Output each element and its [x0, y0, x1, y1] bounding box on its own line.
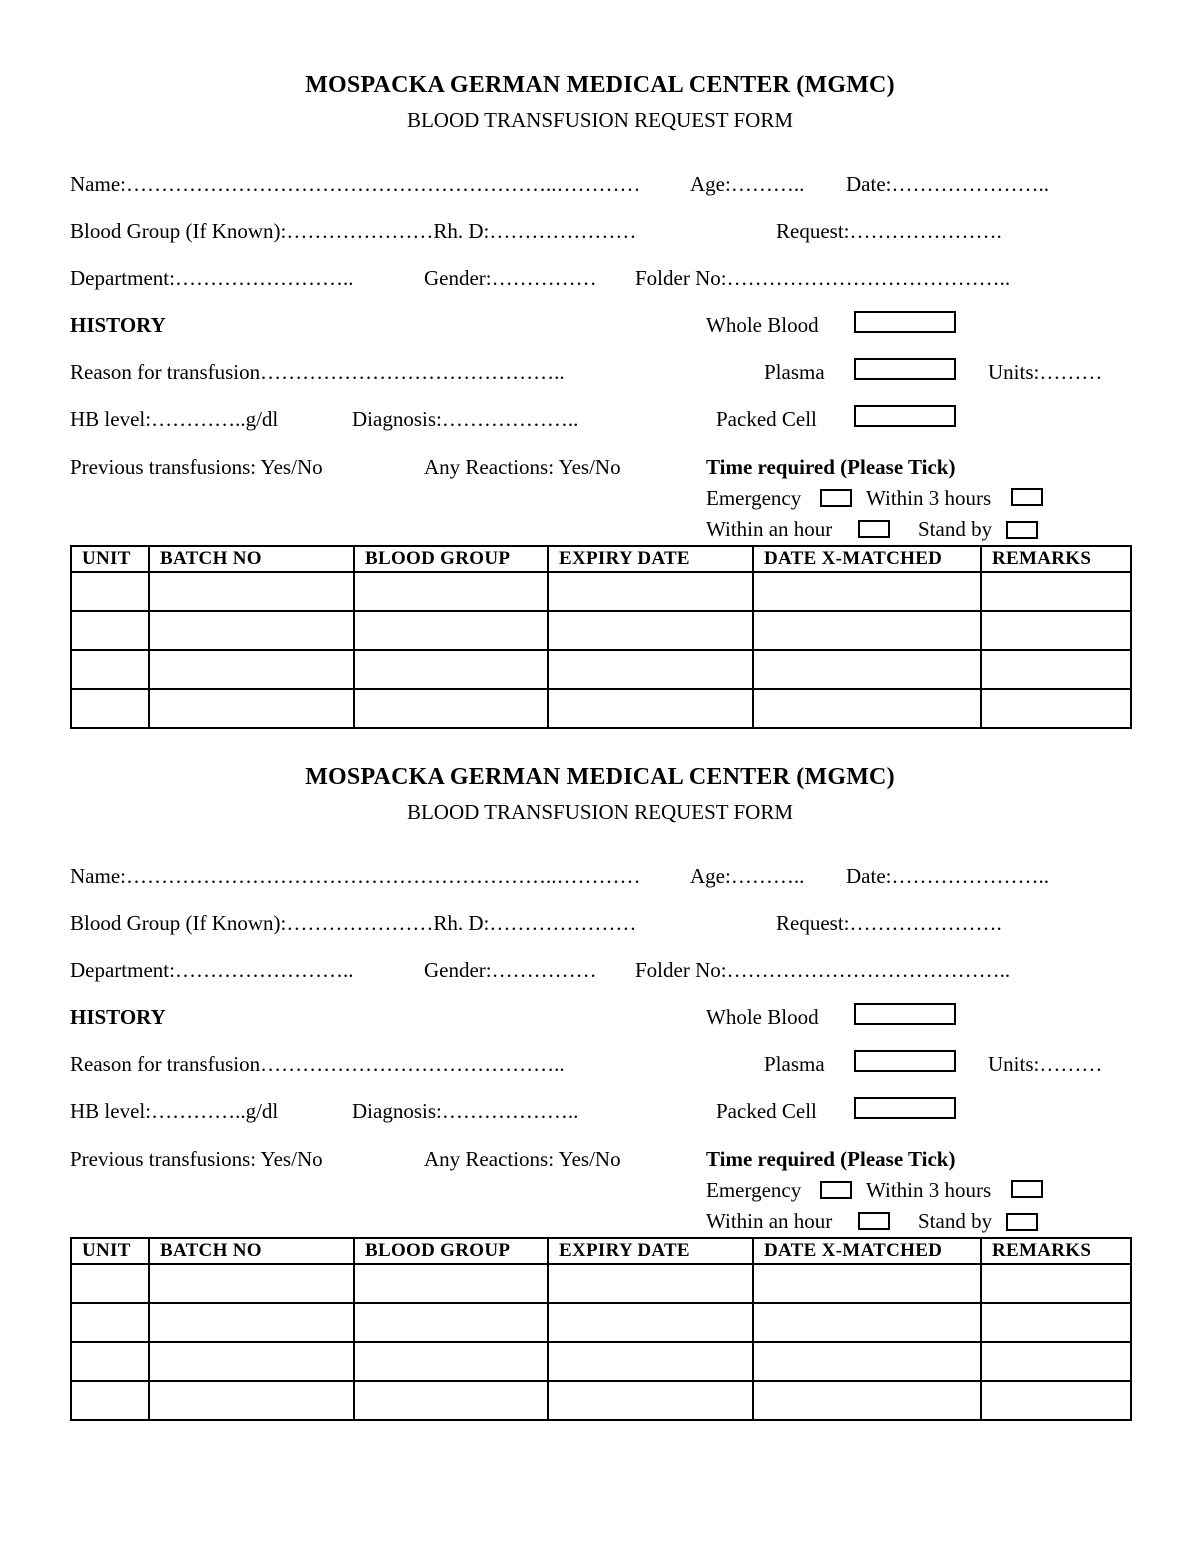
table-row [71, 650, 1131, 689]
table-cell[interactable] [753, 611, 981, 650]
blood-unit-table [70, 1237, 1132, 1421]
table-cell[interactable] [548, 1303, 753, 1342]
plasma-label: Plasma [764, 1052, 825, 1076]
stand-by-label: Stand by [918, 517, 993, 541]
form-subtitle: BLOOD TRANSFUSION REQUEST FORM [406, 108, 794, 132]
table-cell[interactable] [981, 1342, 1131, 1381]
col-unit: UNIT [71, 546, 149, 572]
table-cell[interactable] [354, 572, 548, 611]
gender-field[interactable]: Gender:…………… [424, 266, 597, 290]
table-cell[interactable] [548, 1342, 753, 1381]
col-unit: UNIT [71, 1238, 149, 1264]
col-batch-no: BATCH NO [149, 546, 354, 572]
table-cell[interactable] [354, 611, 548, 650]
request-form-bottom [0, 692, 1200, 1372]
within-3-hours-checkbox[interactable] [1011, 488, 1043, 506]
whole-blood-label: Whole Blood [706, 313, 819, 337]
within-an-hour-checkbox[interactable] [858, 1212, 890, 1230]
table-cell[interactable] [354, 650, 548, 689]
table-cell[interactable] [149, 1264, 354, 1303]
table-header-row [71, 1238, 1131, 1264]
stand-by-checkbox[interactable] [1006, 521, 1038, 539]
whole-blood-checkbox[interactable] [854, 311, 956, 333]
previous-transfusions-field[interactable]: Previous transfusions: Yes/No [70, 1147, 323, 1171]
table-cell[interactable] [354, 1381, 548, 1420]
age-field[interactable]: Age:……….. [690, 172, 805, 196]
folder-no-field[interactable]: Folder No:………………………………….. [635, 958, 1011, 982]
diagnosis-field[interactable]: Diagnosis:……………….. [352, 407, 579, 431]
table-cell[interactable] [71, 1303, 149, 1342]
stand-by-checkbox[interactable] [1006, 1213, 1038, 1231]
age-field[interactable]: Age:……….. [690, 864, 805, 888]
gender-field[interactable]: Gender:…………… [424, 958, 597, 982]
table-cell[interactable] [981, 611, 1131, 650]
table-cell[interactable] [71, 1381, 149, 1420]
table-cell[interactable] [548, 1381, 753, 1420]
table-header-row [71, 546, 1131, 572]
table-cell[interactable] [548, 611, 753, 650]
table-row [71, 1381, 1131, 1420]
history-heading: HISTORY [70, 313, 166, 337]
emergency-label: Emergency [706, 1178, 802, 1202]
table-row [71, 1342, 1131, 1381]
table-row [71, 1303, 1131, 1342]
table-cell[interactable] [149, 1303, 354, 1342]
table-cell[interactable] [981, 572, 1131, 611]
reason-field[interactable]: Reason for transfusion…………………………………….. [70, 1052, 565, 1076]
col-expiry-date: EXPIRY DATE [548, 546, 753, 572]
col-remarks: REMARKS [981, 1238, 1131, 1264]
emergency-checkbox[interactable] [820, 1181, 852, 1199]
units-field[interactable]: Units:……… [988, 1052, 1103, 1076]
table-row [71, 572, 1131, 611]
units-field[interactable]: Units:……… [988, 360, 1103, 384]
table-cell[interactable] [149, 1381, 354, 1420]
any-reactions-field[interactable]: Any Reactions: Yes/No [424, 455, 621, 479]
name-field[interactable]: Name:……………………………………………………..………… [70, 864, 641, 888]
table-cell[interactable] [149, 611, 354, 650]
table-cell[interactable] [753, 1303, 981, 1342]
emergency-label: Emergency [706, 486, 802, 510]
previous-transfusions-field[interactable]: Previous transfusions: Yes/No [70, 455, 323, 479]
table-cell[interactable] [71, 1342, 149, 1381]
table-cell[interactable] [753, 1264, 981, 1303]
table-cell[interactable] [149, 572, 354, 611]
form-title: MOSPACKA GERMAN MEDICAL CENTER (MGMC) [305, 72, 895, 98]
emergency-checkbox[interactable] [820, 489, 852, 507]
plasma-checkbox[interactable] [854, 1050, 956, 1072]
table-cell[interactable] [71, 1264, 149, 1303]
stand-by-label: Stand by [918, 1209, 993, 1233]
table-cell[interactable] [981, 1381, 1131, 1420]
time-required-heading: Time required (Please Tick) [706, 1147, 956, 1171]
table-row [71, 611, 1131, 650]
packed-cell-checkbox[interactable] [854, 1097, 956, 1119]
diagnosis-field[interactable]: Diagnosis:……………….. [352, 1099, 579, 1123]
table-cell[interactable] [71, 572, 149, 611]
request-form-top [0, 0, 1200, 680]
table-cell[interactable] [354, 1264, 548, 1303]
col-date-x-matched: DATE X-MATCHED [753, 546, 981, 572]
table-row [71, 1264, 1131, 1303]
table-cell[interactable] [753, 1381, 981, 1420]
department-field[interactable]: Department:…………………….. [70, 266, 354, 290]
table-cell[interactable] [149, 1342, 354, 1381]
time-required-heading: Time required (Please Tick) [706, 455, 956, 479]
department-field[interactable]: Department:…………………….. [70, 958, 354, 982]
hb-level-field[interactable]: HB level:…………..g/dl [70, 407, 279, 431]
request-field[interactable]: Request:…………………. [776, 219, 1002, 243]
history-heading: HISTORY [70, 1005, 166, 1029]
col-batch-no: BATCH NO [149, 1238, 354, 1264]
folder-no-field[interactable]: Folder No:………………………………….. [635, 266, 1011, 290]
col-blood-group: BLOOD GROUP [354, 1238, 548, 1264]
blood-group-field[interactable]: Blood Group (If Known):…………………Rh. D:………………… [70, 911, 637, 935]
table-cell[interactable] [981, 1303, 1131, 1342]
table-cell[interactable] [149, 650, 354, 689]
table-cell[interactable] [548, 1264, 753, 1303]
name-field[interactable]: Name:……………………………………………………..………… [70, 172, 641, 196]
table-cell[interactable] [71, 611, 149, 650]
packed-cell-label: Packed Cell [716, 1099, 817, 1123]
within-3-hours-label: Within 3 hours [866, 486, 992, 510]
col-date-x-matched: DATE X-MATCHED [753, 1238, 981, 1264]
form-title: MOSPACKA GERMAN MEDICAL CENTER (MGMC) [305, 764, 895, 790]
date-field[interactable]: Date:………………….. [846, 864, 1049, 888]
table-cell[interactable] [753, 572, 981, 611]
table-cell[interactable] [753, 650, 981, 689]
within-3-hours-checkbox[interactable] [1011, 1180, 1043, 1198]
within-3-hours-label: Within 3 hours [866, 1178, 992, 1202]
packed-cell-label: Packed Cell [716, 407, 817, 431]
within-an-hour-checkbox[interactable] [858, 520, 890, 538]
table-cell[interactable] [354, 1342, 548, 1381]
table-cell[interactable] [753, 1342, 981, 1381]
reason-field[interactable]: Reason for transfusion…………………………………….. [70, 360, 565, 384]
request-field[interactable]: Request:…………………. [776, 911, 1002, 935]
plasma-checkbox[interactable] [854, 358, 956, 380]
whole-blood-label: Whole Blood [706, 1005, 819, 1029]
table-cell[interactable] [548, 650, 753, 689]
date-field[interactable]: Date:………………….. [846, 172, 1049, 196]
any-reactions-field[interactable]: Any Reactions: Yes/No [424, 1147, 621, 1171]
hb-level-field[interactable]: HB level:…………..g/dl [70, 1099, 279, 1123]
form-subtitle: BLOOD TRANSFUSION REQUEST FORM [406, 800, 794, 824]
table-cell[interactable] [354, 1303, 548, 1342]
col-blood-group: BLOOD GROUP [354, 546, 548, 572]
col-remarks: REMARKS [981, 546, 1131, 572]
table-cell[interactable] [548, 572, 753, 611]
table-cell[interactable] [71, 650, 149, 689]
packed-cell-checkbox[interactable] [854, 405, 956, 427]
within-an-hour-label: Within an hour [706, 517, 833, 541]
table-cell[interactable] [981, 1264, 1131, 1303]
within-an-hour-label: Within an hour [706, 1209, 833, 1233]
blood-group-field[interactable]: Blood Group (If Known):…………………Rh. D:………………… [70, 219, 637, 243]
col-expiry-date: EXPIRY DATE [548, 1238, 753, 1264]
whole-blood-checkbox[interactable] [854, 1003, 956, 1025]
plasma-label: Plasma [764, 360, 825, 384]
table-cell[interactable] [981, 650, 1131, 689]
